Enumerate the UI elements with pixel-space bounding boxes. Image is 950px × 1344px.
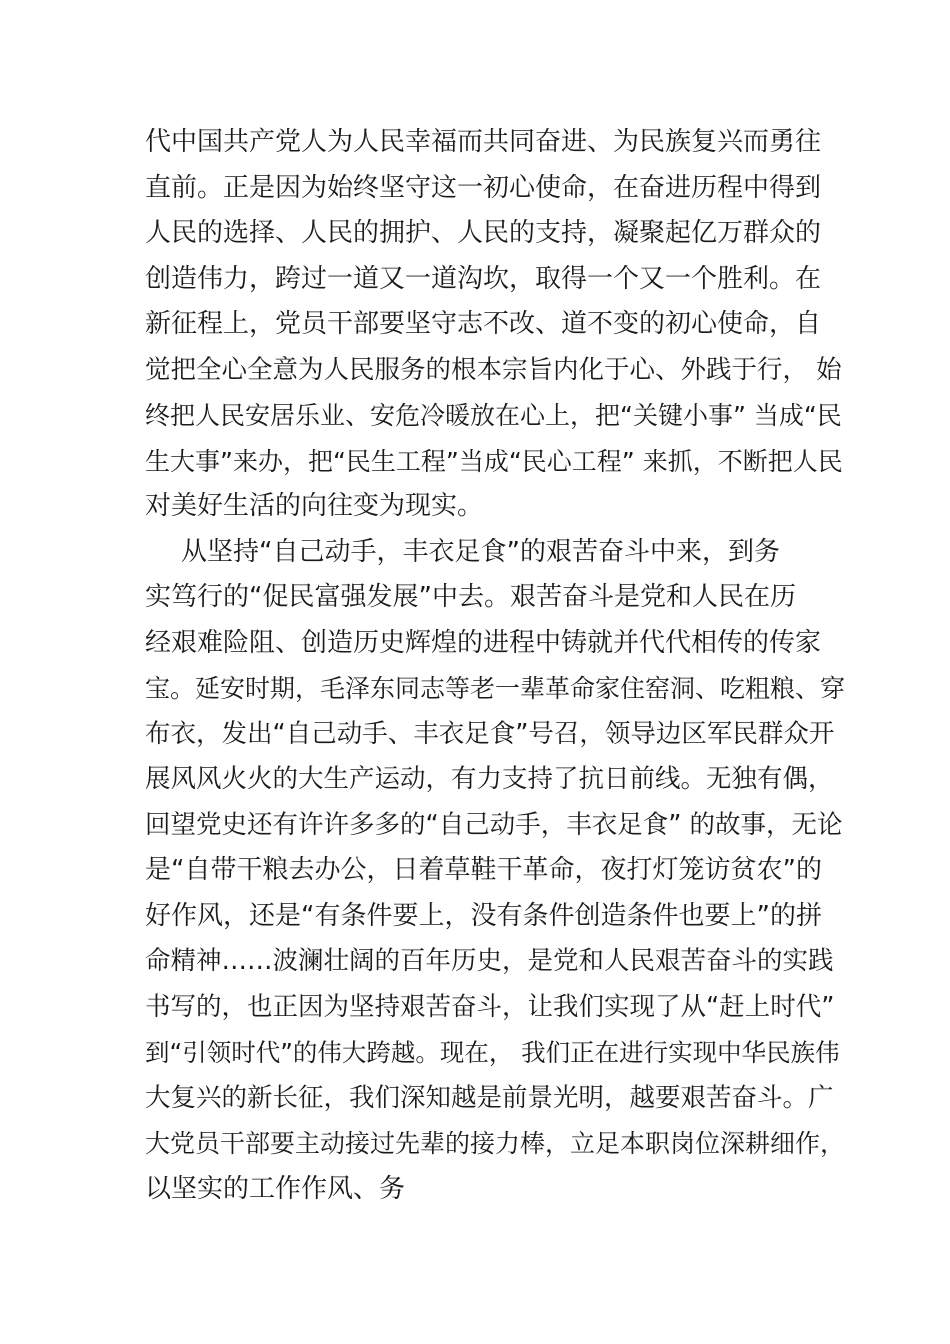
text-line: 经艰难险阻、创造历史辉煌的进程中铸就并代代相传的传家 (145, 627, 822, 658)
text-line: 新征程上，党员干部要坚守志不改、道不变的初心使命，自 (145, 309, 822, 339)
text-line: 代中国共产党人为人民幸福而共同奋进、为民族复兴而勇往 (145, 127, 822, 157)
text-line: 布衣，发出“自己动手、丰衣足食”号召，领导边区军民群众开 (145, 718, 835, 749)
text-line: 对美好生活的向往变为现实。 (145, 491, 484, 521)
text-line: 书写的，也正因为坚持艰苦奋斗，让我们实现了从“赶上时代” (145, 991, 835, 1022)
text-line: 人民的选择、人民的拥护、人民的支持，凝聚起亿万群众的 (145, 218, 822, 248)
text-line: 到“引领时代”的伟大跨越。现在， 我们正在进行实现中华民族伟 (145, 1038, 840, 1067)
text-line: 以坚实的工作作风、务 (145, 1173, 406, 1204)
text-line: 生大事”来办，把“民生工程”当成“民心工程” 来抓，不断把人民 (145, 446, 843, 476)
text-line: 终把人民安居乐业、安危冷暖放在心上，把“关键小事” 当成“民 (145, 401, 842, 430)
text-line: 大复兴的新长征，我们深知越是前景光明，越要艰苦奋斗。广 (145, 1082, 834, 1113)
text-line: 命精神……波澜壮阔的百年历史，是党和人民艰苦奋斗的实践 (145, 946, 834, 976)
text-line: 回望党史还有许许多多的“自己动手，丰衣足食” 的故事，无论 (145, 809, 843, 840)
text-line: 宝。延安时期，毛泽东同志等老一辈革命家住窑洞、吃粗粮、穿 (145, 674, 846, 703)
text-line: 大党员干部要主动接过先辈的接力棒，立足本职岗位深耕细作， (145, 1129, 846, 1158)
text-line: 好作风，还是“有条件要上，没有条件创造条件也要上”的拼 (145, 900, 822, 931)
text-line: 实笃行的“促民富强发展”中去。艰苦奋斗是党和人民在历 (145, 582, 796, 612)
text-line: 觉把全心全意为人民服务的根本宗旨内化于心、外践于行， 始 (145, 354, 842, 385)
body-text (145, 120, 845, 1212)
text-line: 创造伟力，跨过一道又一道沟坎，取得一个又一个胜利。在 (145, 263, 822, 294)
paragraph-first-line: 从坚持“自己动手，丰衣足食”的艰苦奋斗中来，到务 (181, 536, 780, 567)
text-line: 展风风火火的大生产运动，有力支持了抗日前线。无独有偶， (145, 764, 834, 794)
text-line: 直前。正是因为始终坚守这一初心使命，在奋进历程中得到 (145, 172, 822, 203)
text-line: 是“自带干粮去办公，日着草鞋干革命，夜打灯笼访贫农”的 (145, 855, 822, 885)
